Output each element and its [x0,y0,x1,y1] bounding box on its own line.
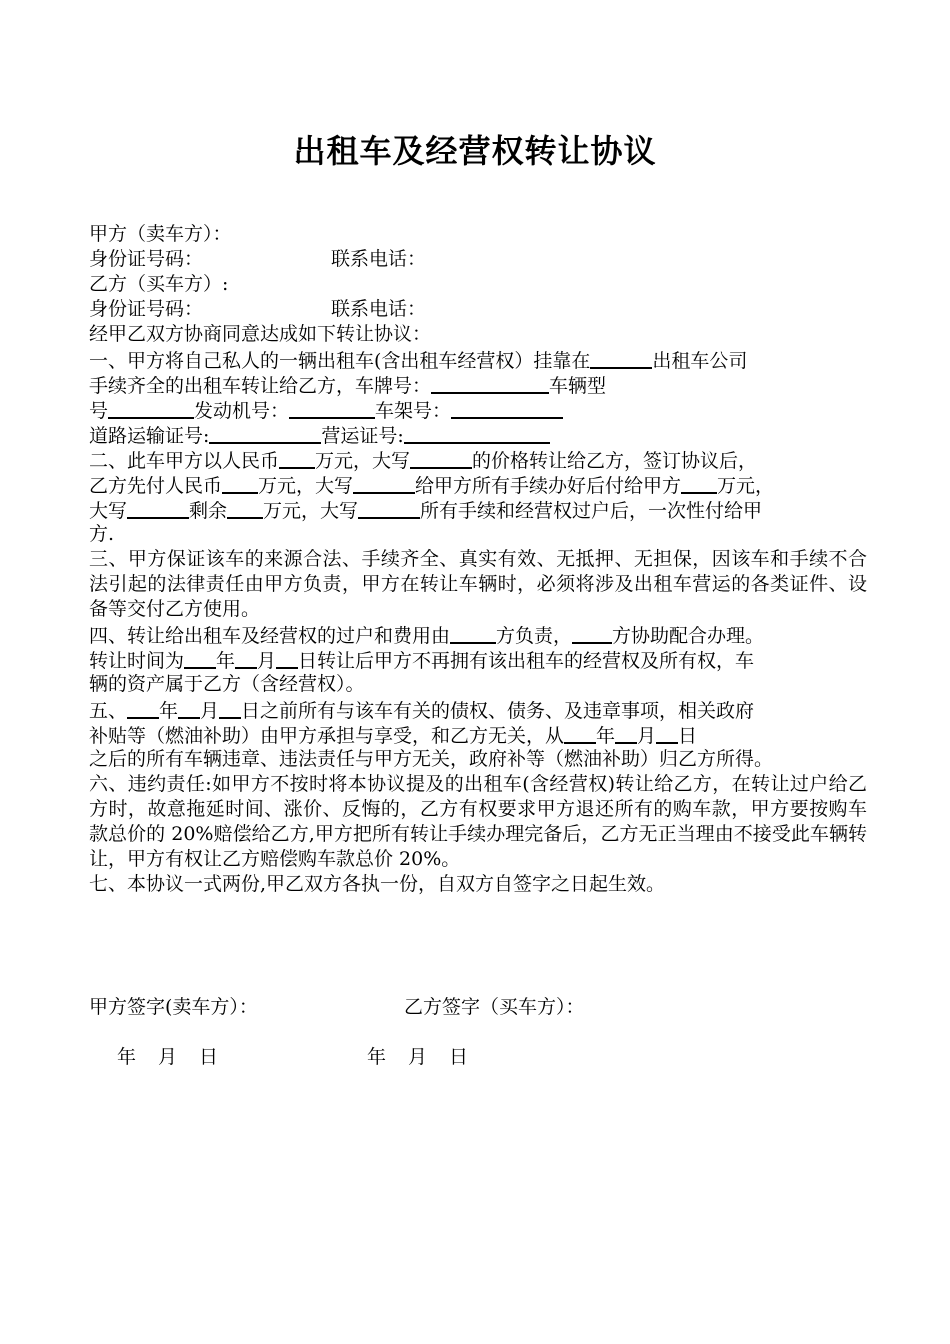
clause4-line2 [89,647,867,672]
clause5-text-a: 五、 [89,700,128,722]
clause2-text-c: 的价格转让给乙方，签订协议后， [472,450,758,472]
date-a-day: 日 [199,1046,219,1068]
clause5-line2 [89,722,867,747]
party-a-id-label: 身份证号码： [89,248,204,270]
clause2-text-k: 所有手续和经营权过户后，一次性付给甲 [420,500,763,522]
clause4-text-a: 四、转让给出租车及经营权的过户和费用由 [89,625,451,647]
clause4-text-f: 月 [257,650,277,672]
blank-frame-number [451,397,563,419]
blank-cutoff-year [127,697,159,719]
party-b-date [367,1045,468,1070]
date-row [117,1045,817,1070]
clause2-line1 [89,447,867,472]
blank-cutoff-day [219,697,241,719]
intro-text: 经甲乙双方协商同意达成如下转让协议： [89,323,432,345]
clause4-line1 [89,622,867,647]
party-a-id-row [89,247,867,272]
clause2-text-g: 万元， [717,475,775,497]
clause2-line3 [89,497,867,522]
blank-operating-cert [404,422,550,444]
blank-from-month [615,722,637,744]
blank-fee-party [450,622,496,644]
blank-transfer-year [184,647,216,669]
blank-price-words [410,447,472,469]
clause1-text-c: 手续齐全的出租车转让给乙方，车牌号： [89,375,432,397]
clause2-text-b: 万元，大写 [315,450,411,472]
clause2-text-a: 二、此车甲方以人民币 [89,450,280,472]
party-b-id-label: 身份证号码： [89,298,204,320]
date-b-month: 月 [408,1046,428,1068]
clause2-text-j: 万元，大写 [263,500,359,522]
clause4-text-e: 年 [216,650,236,672]
clause5-text-f: 年 [596,725,616,747]
date-a-year: 年 [117,1046,137,1068]
clause1-text-d: 车辆型 [549,375,607,397]
clause4-text-d: 转让时间为 [89,650,185,672]
clause1-line2 [89,372,867,397]
party-a-signature-label: 甲方签字(卖车方）： [89,996,258,1018]
party-b-phone-label: 联系电话： [331,298,427,320]
clause5-paragraph-end: 之后的所有车辆违章、违法责任与甲方无关，政府补等（燃油补助）归乙方所得。 [89,748,774,770]
clause5-text-c: 月 [200,700,220,722]
party-a-label: 甲方（卖车方）： [89,223,232,245]
blank-transfer-month [235,647,257,669]
clause5-text-e: 补贴等（燃油补助）由甲方承担与享受，和乙方无关，从 [89,725,565,747]
clause1-text-i: 营运证号: [321,425,404,447]
clause2-text-i: 剩余 [189,500,228,522]
clause1-text-f: 发动机号： [194,400,290,422]
clause5-text-g: 月 [637,725,657,747]
blank-price [279,447,315,469]
clause1-text-h: 道路运输证号: [89,425,210,447]
clause1-text-g: 车架号： [375,400,452,422]
blank-plate-number [431,372,549,394]
clause1-text-e: 号 [89,400,109,422]
party-b-id-row [89,297,867,322]
document-body [89,222,867,897]
document-title: 出租车及经营权转让协议 [293,132,657,170]
clause2-text-h: 大写 [89,500,128,522]
blank-model [108,397,194,419]
clause1-text-b: 出租车公司 [652,350,748,372]
date-b-day: 日 [449,1046,469,1068]
blank-remaining-words [358,497,420,519]
clause2-text-f: 给甲方所有手续办好后付给甲方 [415,475,682,497]
clause2-line4: 方. [89,523,115,545]
clause5-text-d: 日之前所有与该车有关的债权、债务、及违章事项，相关政府 [241,700,755,722]
blank-transport-cert [209,422,321,444]
blank-company [590,347,652,369]
party-b-signature-label: 乙方签字（买车方）： [404,996,585,1018]
clause4-text-c: 方协助配合办理。 [612,625,765,647]
clause2-text-d: 乙方先付人民币 [89,475,223,497]
clause2-text-e: 万元，大写 [258,475,354,497]
clause4-text-b: 方负责， [496,625,573,647]
blank-cutoff-month [178,697,200,719]
clause4-text-g: 日转让后甲方不再拥有该出租车的经营权及所有权，车 [298,650,755,672]
blank-second-payment [681,472,717,494]
party-b-label: 乙方（买车方）: [89,273,229,295]
clause6-paragraph: 六、违约责任:如甲方不按时将本协议提及的出租车(含经营权)转让给乙方，在转让过户给乙方时，故意拖延时间、涨价、反悔的，乙方有权要求甲方退还所有的购车款，甲方要按购车款总价的 20%赔偿给乙方,甲方把所有转让手续办理完备后，乙方无正当理由不接受此车辆转让，甲方有权让乙方赔偿购车款总价 20%。 [89,773,867,870]
blank-second-payment-words [127,497,189,519]
clause1-line4 [89,422,867,447]
date-b-year: 年 [367,1046,387,1068]
clause5-text-b: 年 [159,700,179,722]
blank-from-year [564,722,596,744]
blank-from-day [656,722,678,744]
blank-assist-party [572,622,612,644]
clause3-paragraph: 三、甲方保证该车的来源合法、手续齐全、真实有效、无抵押、无担保，因该车和手续不合法引起的法律责任由甲方负责，甲方在转让车辆时，必须将涉及出租车营运的各类证件、设备等交付乙方使用。 [89,548,867,620]
party-a-phone-label: 联系电话： [331,248,427,270]
date-a-month: 月 [158,1046,178,1068]
clause4-line3: 辆的资产属于乙方（含经营权）。 [89,673,365,695]
clause1-line3 [89,397,867,422]
clause5-line1 [89,697,867,722]
party-a-date [117,1046,218,1068]
blank-deposit-words [353,472,415,494]
blank-engine-number [289,397,375,419]
clause7-line: 七、本协议一式两份,甲乙双方各执一份，自双方自签字之日起生效。 [89,873,666,895]
clause1-line1 [89,347,867,372]
blank-remaining [227,497,263,519]
clause1-text-a: 一、甲方将自己私人的一辆出租车(含出租车经营权）挂靠在 [89,350,591,372]
blank-deposit [222,472,258,494]
clause5-text-h: 日 [678,725,698,747]
signature-row [89,995,867,1020]
clause2-line2 [89,472,867,497]
blank-transfer-day [276,647,298,669]
